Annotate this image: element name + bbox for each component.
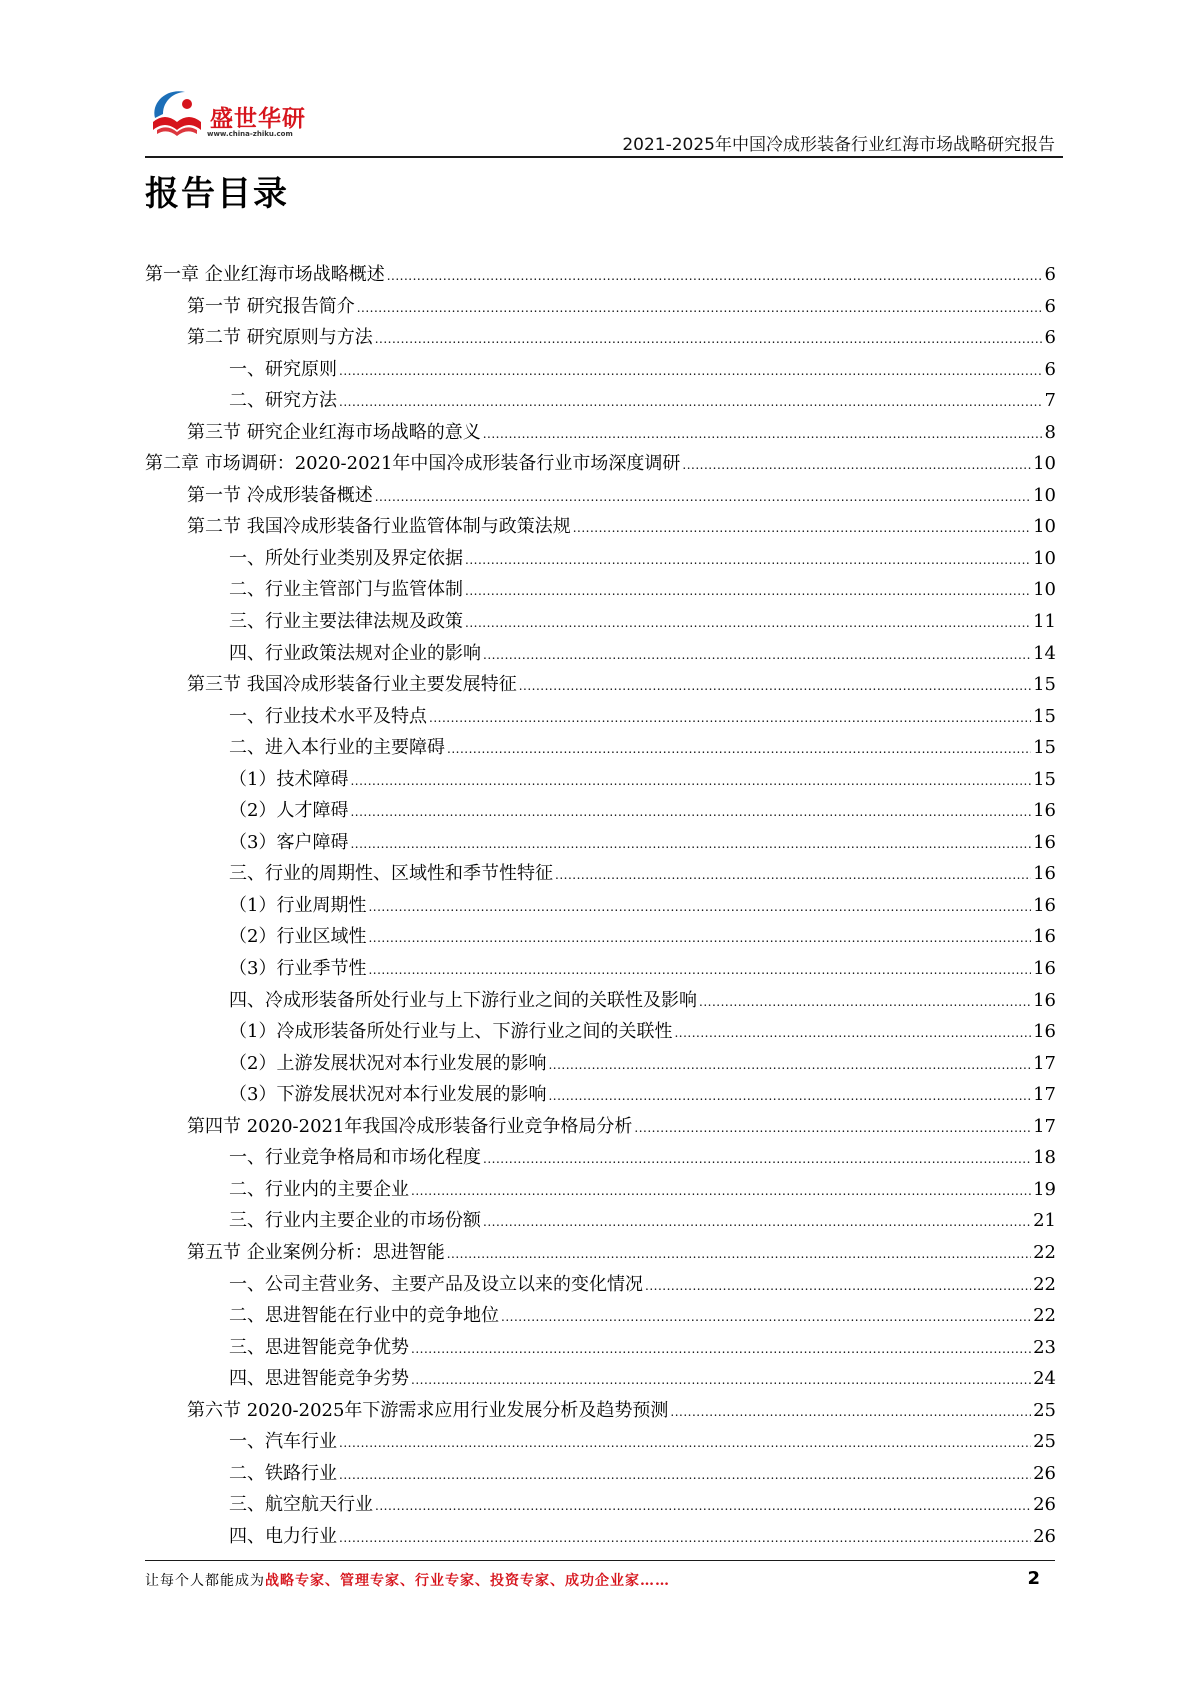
toc-leader-dots <box>339 356 1043 388</box>
logo-emblem-icon <box>145 82 209 142</box>
toc-entry-page: 22 <box>1033 1273 1056 1295</box>
toc-leader-dots <box>387 261 1043 293</box>
toc-leader-dots <box>483 1144 1031 1176</box>
toc-entry-label: 第一节 研究报告简介 <box>187 295 355 317</box>
toc-leader-dots <box>350 766 1031 798</box>
report-title: 2021-2025年中国冷成形装备行业红海市场战略研究报告 <box>622 135 1055 155</box>
toc-leader-dots <box>368 923 1031 955</box>
toc-leader-dots <box>375 324 1043 356</box>
toc-leader-dots <box>699 987 1031 1019</box>
toc-leader-dots <box>368 892 1031 924</box>
header-divider <box>145 156 1063 158</box>
toc-entry[interactable] <box>145 1395 1056 1427</box>
toc-leader-dots <box>682 450 1031 482</box>
toc-entry-page: 16 <box>1033 894 1056 916</box>
toc-leader-dots <box>645 1271 1031 1303</box>
toc-entry-page: 26 <box>1033 1494 1056 1516</box>
toc-entry-label: 一、行业竞争格局和市场化程度 <box>229 1147 481 1169</box>
toc-entry[interactable] <box>145 1426 1056 1458</box>
toc-entry-label: 第三节 研究企业红海市场战略的意义 <box>187 421 481 443</box>
toc-entry[interactable] <box>145 1048 1056 1080</box>
toc-leader-dots <box>411 1334 1031 1366</box>
toc-entry[interactable] <box>145 574 1056 606</box>
toc-entry-label: 二、行业主管部门与监管体制 <box>229 579 463 601</box>
toc-leader-dots <box>519 671 1031 703</box>
toc-entry-label: 三、行业内主要企业的市场份额 <box>229 1210 481 1232</box>
toc-entry[interactable] <box>145 953 1056 985</box>
toc-entry-label: 三、行业的周期性、区域性和季节性特征 <box>229 863 553 885</box>
toc-entry-page: 15 <box>1033 737 1056 759</box>
toc-entry[interactable] <box>145 480 1056 512</box>
toc-entry-label: 第一章 企业红海市场战略概述 <box>145 264 385 285</box>
company-logo <box>145 82 315 148</box>
toc-entry[interactable] <box>145 1111 1056 1143</box>
toc-entry-page: 6 <box>1044 295 1056 317</box>
toc-entry[interactable] <box>145 1458 1056 1490</box>
toc-entry[interactable] <box>145 1237 1056 1269</box>
toc-entry-label: 四、行业政策法规对企业的影响 <box>229 642 481 664</box>
toc-entry-page: 6 <box>1044 358 1056 380</box>
toc-entry-page: 16 <box>1033 800 1056 822</box>
toc-entry[interactable] <box>145 322 1056 354</box>
toc-entry[interactable] <box>145 354 1056 386</box>
toc-leader-dots <box>411 1176 1031 1208</box>
toc-entry-label: 第三节 我国冷成形装备行业主要发展特征 <box>187 674 517 696</box>
toc-entry-label: （2）上游发展状况对本行业发展的影响 <box>229 1052 547 1074</box>
toc-entry-label: （3）行业季节性 <box>229 958 367 980</box>
toc-entry[interactable] <box>145 606 1056 638</box>
toc-entry-page: 17 <box>1033 1115 1056 1137</box>
footer-divider <box>145 1560 1055 1561</box>
toc-leader-dots <box>573 513 1031 545</box>
toc-entry[interactable] <box>145 669 1056 701</box>
toc-entry[interactable] <box>145 638 1056 670</box>
toc-entry[interactable] <box>145 1363 1056 1395</box>
toc-entry-label: 四、思进智能竞争劣势 <box>229 1368 409 1390</box>
toc-entry[interactable] <box>145 1142 1056 1174</box>
toc-entry[interactable] <box>145 1332 1056 1364</box>
toc-leader-dots <box>357 293 1043 325</box>
toc-entry[interactable] <box>145 921 1056 953</box>
toc-entry-page: 10 <box>1033 484 1056 506</box>
toc-entry-label: 一、行业技术水平及特点 <box>229 705 427 727</box>
toc-entry-label: 二、思进智能在行业中的竞争地位 <box>229 1305 499 1327</box>
toc-leader-dots <box>411 1365 1031 1397</box>
toc-entry-label: 一、公司主营业务、主要产品及设立以来的变化情况 <box>229 1273 643 1295</box>
toc-leader-dots <box>465 545 1031 577</box>
toc-entry-label: 第二章 市场调研：2020-2021年中国冷成形装备行业市场深度调研 <box>145 453 681 475</box>
toc-entry[interactable] <box>145 1269 1056 1301</box>
toc-entry[interactable] <box>145 543 1056 575</box>
toc-entry-page: 24 <box>1033 1368 1056 1390</box>
toc-entry-label: 第四节 2020-2021年我国冷成形装备行业竞争格局分析 <box>187 1115 633 1137</box>
toc-entry-page: 7 <box>1044 390 1056 412</box>
toc-entry-page: 17 <box>1033 1084 1056 1106</box>
toc-leader-dots <box>375 482 1031 514</box>
toc-entry-label: 第五节 企业案例分析：思进智能 <box>187 1241 445 1263</box>
toc-leader-dots <box>350 797 1031 829</box>
toc-entry-page: 16 <box>1033 863 1056 885</box>
page-number: 2 <box>1027 1568 1040 1589</box>
toc-entry-page: 16 <box>1033 989 1056 1011</box>
toc-leader-dots <box>670 1397 1031 1429</box>
toc-entry-label: （3）客户障碍 <box>229 831 349 853</box>
toc-entry[interactable] <box>145 1079 1056 1111</box>
toc-leader-dots <box>548 1050 1031 1082</box>
toc-leader-dots <box>555 860 1031 892</box>
toc-entry[interactable] <box>145 1300 1056 1332</box>
toc-entry[interactable] <box>145 385 1056 417</box>
toc-entry-label: 第六节 2020-2025年下游需求应用行业发展分析及趋势预测 <box>187 1399 669 1421</box>
toc-entry[interactable] <box>145 795 1056 827</box>
toc-entry-label: 二、行业内的主要企业 <box>229 1178 409 1200</box>
toc-entry-page: 22 <box>1033 1241 1056 1263</box>
toc-entry-label: 四、电力行业 <box>229 1525 337 1547</box>
toc-entry-page: 16 <box>1033 831 1056 853</box>
toc-entry[interactable] <box>145 985 1056 1017</box>
toc-leader-dots <box>447 1239 1031 1271</box>
toc-entry-page: 6 <box>1044 327 1056 349</box>
toc-leader-dots <box>339 1428 1031 1460</box>
toc-leader-dots <box>501 1302 1031 1334</box>
toc-entry[interactable] <box>145 511 1056 543</box>
toc-leader-dots <box>465 608 1031 640</box>
toc-entry-page: 23 <box>1033 1336 1056 1358</box>
toc-entry[interactable] <box>145 1205 1056 1237</box>
toc-entry-page: 19 <box>1033 1178 1056 1200</box>
toc-entry[interactable] <box>145 701 1056 733</box>
toc-entry-label: 四、冷成形装备所处行业与上下游行业之间的关联性及影响 <box>229 989 697 1011</box>
logo-text: 盛世华研 <box>210 106 306 132</box>
toc-entry[interactable] <box>145 890 1056 922</box>
toc-entry-page: 16 <box>1033 958 1056 980</box>
toc-leader-dots <box>548 1081 1031 1113</box>
toc-leader-dots <box>483 1207 1031 1239</box>
toc-entry[interactable] <box>145 448 1056 480</box>
toc-leader-dots <box>483 419 1043 451</box>
toc-entry[interactable] <box>145 1174 1056 1206</box>
toc-entry-label: 第二节 我国冷成形装备行业监管体制与政策法规 <box>187 516 571 538</box>
toc-entry-label: 第二节 研究原则与方法 <box>187 327 373 349</box>
toc-entry-label: （1）行业周期性 <box>229 894 367 916</box>
toc-entry-label: 三、行业主要法律法规及政策 <box>229 611 463 633</box>
toc-entry-label: （2）行业区域性 <box>229 926 367 948</box>
toc-entry-page: 16 <box>1033 1021 1056 1043</box>
toc-entry-page: 25 <box>1033 1431 1056 1453</box>
toc-leader-dots <box>375 1491 1031 1523</box>
toc-entry-label: 二、进入本行业的主要障碍 <box>229 737 445 759</box>
toc-leader-dots <box>447 734 1031 766</box>
footer-slogan-highlight: 战略专家、管理专家、行业专家、投资专家、成功企业家…… <box>265 1573 670 1589</box>
page-title: 报告目录 <box>145 174 289 214</box>
toc-entry-page: 15 <box>1033 768 1056 790</box>
toc-leader-dots <box>429 703 1031 735</box>
toc-entry-label: 三、航空航天行业 <box>229 1494 373 1516</box>
toc-leader-dots <box>350 829 1031 861</box>
toc-entry-page: 10 <box>1033 516 1056 538</box>
toc-entry-label: 三、思进智能竞争优势 <box>229 1336 409 1358</box>
toc-entry-page: 10 <box>1033 579 1056 601</box>
toc-entry-label: （1）技术障碍 <box>229 768 349 790</box>
toc-entry[interactable] <box>145 1521 1056 1553</box>
page-footer <box>145 1570 1040 1594</box>
toc-leader-dots <box>634 1113 1031 1145</box>
toc-leader-dots <box>339 1460 1031 1492</box>
toc-leader-dots <box>674 1018 1031 1050</box>
toc-entry-page: 10 <box>1033 547 1056 569</box>
toc-entry-page: 22 <box>1033 1305 1056 1327</box>
toc-entry-page: 26 <box>1033 1462 1056 1484</box>
toc-leader-dots <box>465 576 1031 608</box>
toc-leader-dots <box>339 1523 1031 1555</box>
toc-entry-page: 15 <box>1033 705 1056 727</box>
toc-entry-page: 14 <box>1033 642 1056 664</box>
toc-entry-page: 25 <box>1033 1399 1056 1421</box>
toc-entry-label: 一、研究原则 <box>229 358 337 380</box>
toc-entry[interactable] <box>145 417 1056 449</box>
toc-entry-page: 10 <box>1033 453 1056 475</box>
toc-entry-label: （2）人才障碍 <box>229 800 349 822</box>
toc-entry[interactable] <box>145 259 1056 291</box>
toc-entry-page: 6 <box>1044 264 1056 285</box>
toc-entry-label: 二、研究方法 <box>229 390 337 412</box>
toc-leader-dots <box>339 387 1043 419</box>
toc-entry-page: 21 <box>1033 1210 1056 1232</box>
logo-url: www.china-zhiku.com <box>207 130 293 138</box>
toc-leader-dots <box>368 955 1031 987</box>
toc-entry-label: （3）下游发展状况对本行业发展的影响 <box>229 1084 547 1106</box>
toc-entry[interactable] <box>145 764 1056 796</box>
toc-entry-label: 二、铁路行业 <box>229 1462 337 1484</box>
toc-entry-label: 一、汽车行业 <box>229 1431 337 1453</box>
toc-entry[interactable] <box>145 827 1056 859</box>
toc-entry[interactable] <box>145 858 1056 890</box>
toc-entry-label: 第一节 冷成形装备概述 <box>187 484 373 506</box>
toc-entry[interactable] <box>145 1016 1056 1048</box>
toc-leader-dots <box>483 640 1031 672</box>
toc-entry-page: 18 <box>1033 1147 1056 1169</box>
toc-entry-page: 8 <box>1044 421 1056 443</box>
table-of-contents <box>145 259 1056 1552</box>
toc-entry-page: 26 <box>1033 1525 1056 1547</box>
toc-entry-page: 11 <box>1033 611 1056 633</box>
toc-entry-page: 15 <box>1033 674 1056 696</box>
footer-slogan-lead: 让每个人都能成为 <box>145 1573 265 1589</box>
toc-entry-page: 16 <box>1033 926 1056 948</box>
toc-entry[interactable] <box>145 1489 1056 1521</box>
page-header <box>145 82 1063 160</box>
toc-entry[interactable] <box>145 291 1056 323</box>
toc-entry-label: 一、所处行业类别及界定依据 <box>229 547 463 569</box>
toc-entry-label: （1）冷成形装备所处行业与上、下游行业之间的关联性 <box>229 1021 673 1043</box>
toc-entry[interactable] <box>145 732 1056 764</box>
toc-entry-page: 17 <box>1033 1052 1056 1074</box>
